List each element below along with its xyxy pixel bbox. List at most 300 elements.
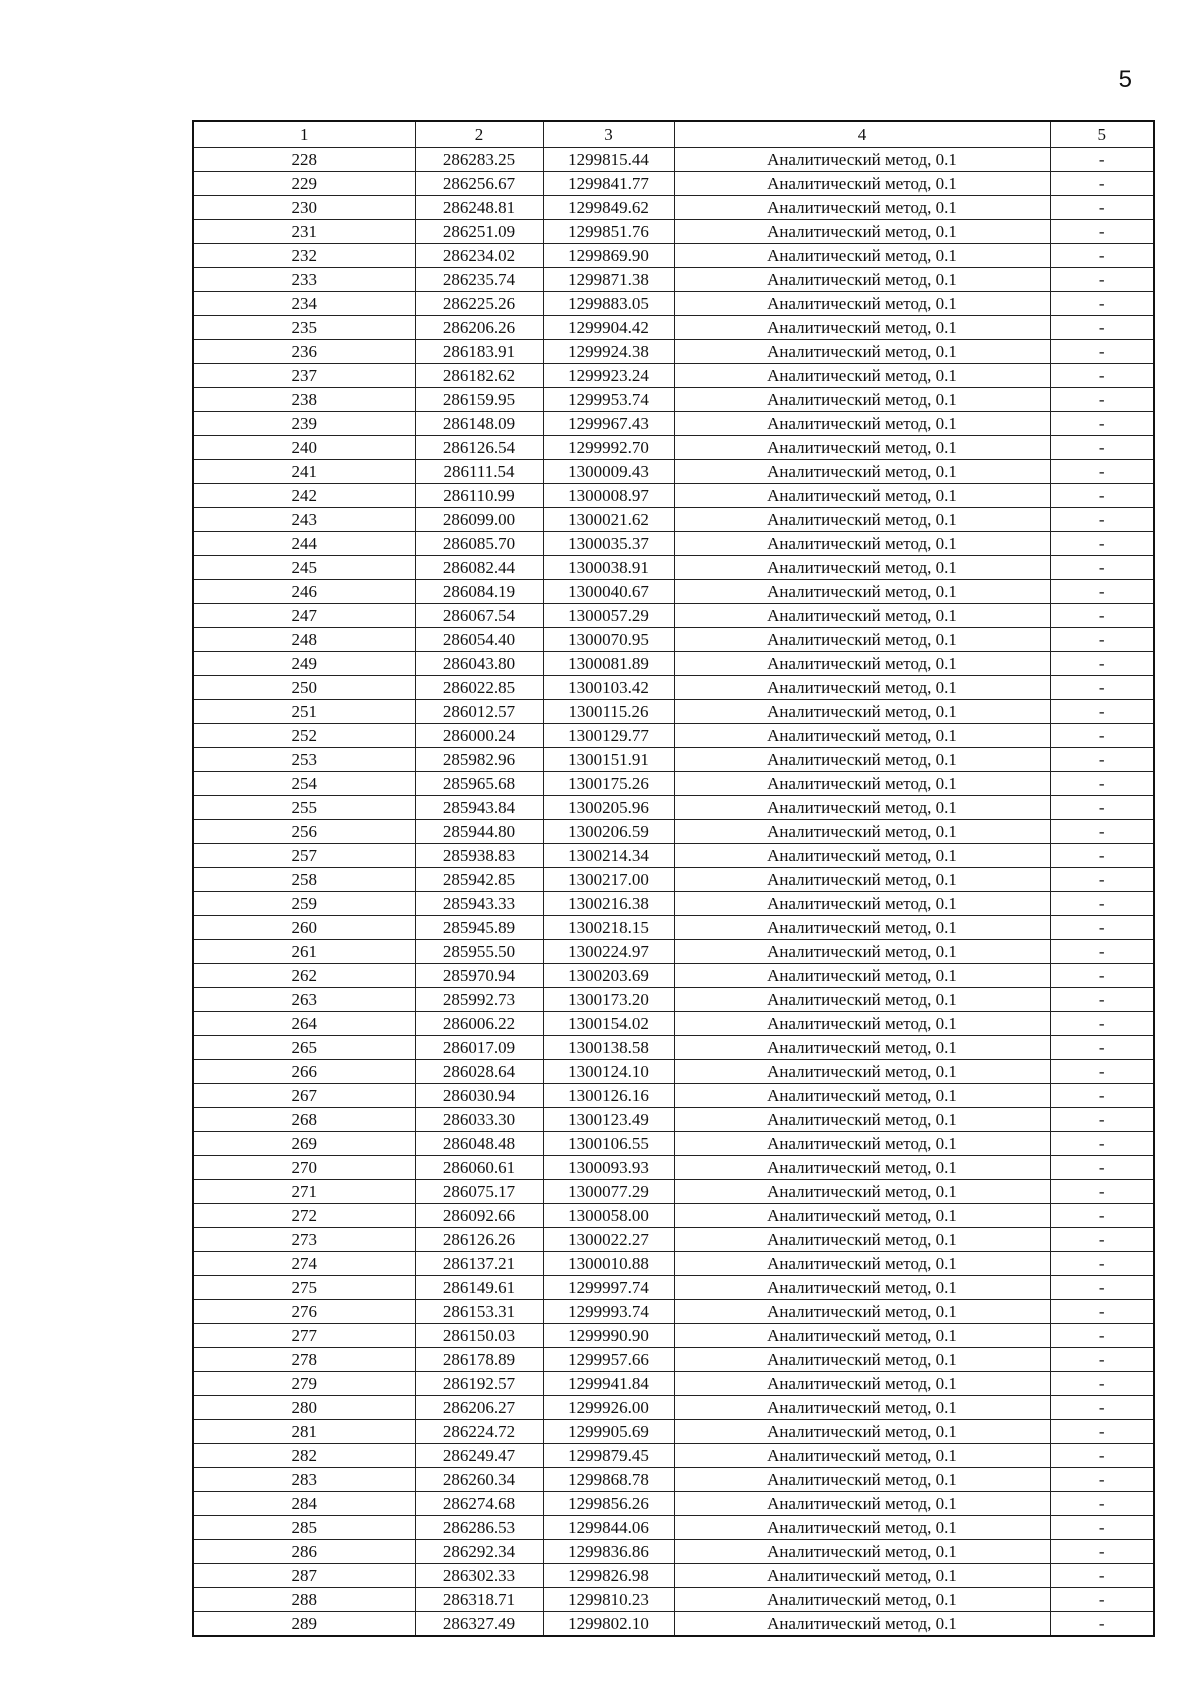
table-header-row bbox=[193, 121, 1154, 148]
x-coordinate-cell: 286192.57 bbox=[415, 1372, 543, 1396]
point-number-cell: 283 bbox=[193, 1468, 415, 1492]
table-row bbox=[193, 988, 1154, 1012]
x-coordinate-cell: 286099.00 bbox=[415, 508, 543, 532]
point-number-cell: 238 bbox=[193, 388, 415, 412]
description-cell: - bbox=[1050, 700, 1154, 724]
column-header-4: 4 bbox=[674, 121, 1050, 148]
x-coordinate-cell: 286159.95 bbox=[415, 388, 543, 412]
x-coordinate-cell: 286327.49 bbox=[415, 1612, 543, 1637]
method-accuracy-cell: Аналитический метод, 0.1 bbox=[674, 292, 1050, 316]
method-accuracy-cell: Аналитический метод, 0.1 bbox=[674, 1516, 1050, 1540]
x-coordinate-cell: 286153.31 bbox=[415, 1300, 543, 1324]
description-cell: - bbox=[1050, 1204, 1154, 1228]
description-cell: - bbox=[1050, 772, 1154, 796]
description-cell: - bbox=[1050, 988, 1154, 1012]
table-row bbox=[193, 1372, 1154, 1396]
description-cell: - bbox=[1050, 676, 1154, 700]
y-coordinate-cell: 1299841.77 bbox=[543, 172, 674, 196]
y-coordinate-cell: 1300009.43 bbox=[543, 460, 674, 484]
method-accuracy-cell: Аналитический метод, 0.1 bbox=[674, 796, 1050, 820]
description-cell: - bbox=[1050, 1468, 1154, 1492]
point-number-cell: 237 bbox=[193, 364, 415, 388]
method-accuracy-cell: Аналитический метод, 0.1 bbox=[674, 844, 1050, 868]
description-cell: - bbox=[1050, 844, 1154, 868]
description-cell: - bbox=[1050, 628, 1154, 652]
method-accuracy-cell: Аналитический метод, 0.1 bbox=[674, 556, 1050, 580]
y-coordinate-cell: 1299923.24 bbox=[543, 364, 674, 388]
table-row bbox=[193, 292, 1154, 316]
method-accuracy-cell: Аналитический метод, 0.1 bbox=[674, 940, 1050, 964]
method-accuracy-cell: Аналитический метод, 0.1 bbox=[674, 748, 1050, 772]
point-number-cell: 257 bbox=[193, 844, 415, 868]
method-accuracy-cell: Аналитический метод, 0.1 bbox=[674, 436, 1050, 460]
description-cell: - bbox=[1050, 1300, 1154, 1324]
point-number-cell: 231 bbox=[193, 220, 415, 244]
table-row bbox=[193, 1588, 1154, 1612]
description-cell: - bbox=[1050, 1516, 1154, 1540]
point-number-cell: 266 bbox=[193, 1060, 415, 1084]
description-cell: - bbox=[1050, 1132, 1154, 1156]
description-cell: - bbox=[1050, 748, 1154, 772]
table-row bbox=[193, 628, 1154, 652]
description-cell: - bbox=[1050, 460, 1154, 484]
point-number-cell: 265 bbox=[193, 1036, 415, 1060]
x-coordinate-cell: 286286.53 bbox=[415, 1516, 543, 1540]
x-coordinate-cell: 285942.85 bbox=[415, 868, 543, 892]
x-coordinate-cell: 286302.33 bbox=[415, 1564, 543, 1588]
table-row bbox=[193, 244, 1154, 268]
table-row bbox=[193, 1492, 1154, 1516]
description-cell: - bbox=[1050, 1324, 1154, 1348]
point-number-cell: 287 bbox=[193, 1564, 415, 1588]
x-coordinate-cell: 286235.74 bbox=[415, 268, 543, 292]
point-number-cell: 242 bbox=[193, 484, 415, 508]
x-coordinate-cell: 286017.09 bbox=[415, 1036, 543, 1060]
method-accuracy-cell: Аналитический метод, 0.1 bbox=[674, 1324, 1050, 1348]
x-coordinate-cell: 286033.30 bbox=[415, 1108, 543, 1132]
method-accuracy-cell: Аналитический метод, 0.1 bbox=[674, 1612, 1050, 1637]
x-coordinate-cell: 286234.02 bbox=[415, 244, 543, 268]
x-coordinate-cell: 285943.84 bbox=[415, 796, 543, 820]
description-cell: - bbox=[1050, 244, 1154, 268]
method-accuracy-cell: Аналитический метод, 0.1 bbox=[674, 652, 1050, 676]
y-coordinate-cell: 1300070.95 bbox=[543, 628, 674, 652]
table-row bbox=[193, 964, 1154, 988]
description-cell: - bbox=[1050, 1060, 1154, 1084]
x-coordinate-cell: 285938.83 bbox=[415, 844, 543, 868]
description-cell: - bbox=[1050, 1036, 1154, 1060]
method-accuracy-cell: Аналитический метод, 0.1 bbox=[674, 1492, 1050, 1516]
x-coordinate-cell: 286251.09 bbox=[415, 220, 543, 244]
y-coordinate-cell: 1299924.38 bbox=[543, 340, 674, 364]
method-accuracy-cell: Аналитический метод, 0.1 bbox=[674, 1540, 1050, 1564]
x-coordinate-cell: 286067.54 bbox=[415, 604, 543, 628]
table-row bbox=[193, 820, 1154, 844]
method-accuracy-cell: Аналитический метод, 0.1 bbox=[674, 1300, 1050, 1324]
x-coordinate-cell: 286082.44 bbox=[415, 556, 543, 580]
table-row bbox=[193, 436, 1154, 460]
method-accuracy-cell: Аналитический метод, 0.1 bbox=[674, 1252, 1050, 1276]
y-coordinate-cell: 1300124.10 bbox=[543, 1060, 674, 1084]
y-coordinate-cell: 1299844.06 bbox=[543, 1516, 674, 1540]
method-accuracy-cell: Аналитический метод, 0.1 bbox=[674, 220, 1050, 244]
method-accuracy-cell: Аналитический метод, 0.1 bbox=[674, 1564, 1050, 1588]
x-coordinate-cell: 286054.40 bbox=[415, 628, 543, 652]
point-number-cell: 253 bbox=[193, 748, 415, 772]
table-row bbox=[193, 892, 1154, 916]
y-coordinate-cell: 1300138.58 bbox=[543, 1036, 674, 1060]
column-header-5: 5 bbox=[1050, 121, 1154, 148]
y-coordinate-cell: 1299957.66 bbox=[543, 1348, 674, 1372]
y-coordinate-cell: 1299904.42 bbox=[543, 316, 674, 340]
y-coordinate-cell: 1300077.29 bbox=[543, 1180, 674, 1204]
x-coordinate-cell: 286092.66 bbox=[415, 1204, 543, 1228]
y-coordinate-cell: 1300173.20 bbox=[543, 988, 674, 1012]
y-coordinate-cell: 1299883.05 bbox=[543, 292, 674, 316]
description-cell: - bbox=[1050, 940, 1154, 964]
method-accuracy-cell: Аналитический метод, 0.1 bbox=[674, 676, 1050, 700]
point-number-cell: 288 bbox=[193, 1588, 415, 1612]
y-coordinate-cell: 1299871.38 bbox=[543, 268, 674, 292]
point-number-cell: 251 bbox=[193, 700, 415, 724]
y-coordinate-cell: 1299851.76 bbox=[543, 220, 674, 244]
table-row bbox=[193, 1612, 1154, 1637]
table-row bbox=[193, 1420, 1154, 1444]
table-row bbox=[193, 532, 1154, 556]
table-row bbox=[193, 1084, 1154, 1108]
y-coordinate-cell: 1299992.70 bbox=[543, 436, 674, 460]
method-accuracy-cell: Аналитический метод, 0.1 bbox=[674, 1036, 1050, 1060]
y-coordinate-cell: 1300214.34 bbox=[543, 844, 674, 868]
x-coordinate-cell: 286249.47 bbox=[415, 1444, 543, 1468]
y-coordinate-cell: 1300218.15 bbox=[543, 916, 674, 940]
y-coordinate-cell: 1299815.44 bbox=[543, 148, 674, 172]
table-row bbox=[193, 340, 1154, 364]
table-row bbox=[193, 460, 1154, 484]
description-cell: - bbox=[1050, 1084, 1154, 1108]
point-number-cell: 269 bbox=[193, 1132, 415, 1156]
point-number-cell: 258 bbox=[193, 868, 415, 892]
point-number-cell: 246 bbox=[193, 580, 415, 604]
point-number-cell: 280 bbox=[193, 1396, 415, 1420]
description-cell: - bbox=[1050, 340, 1154, 364]
x-coordinate-cell: 286182.62 bbox=[415, 364, 543, 388]
point-number-cell: 284 bbox=[193, 1492, 415, 1516]
y-coordinate-cell: 1299869.90 bbox=[543, 244, 674, 268]
point-number-cell: 268 bbox=[193, 1108, 415, 1132]
point-number-cell: 256 bbox=[193, 820, 415, 844]
y-coordinate-cell: 1300203.69 bbox=[543, 964, 674, 988]
description-cell: - bbox=[1050, 532, 1154, 556]
table-row bbox=[193, 196, 1154, 220]
x-coordinate-cell: 286225.26 bbox=[415, 292, 543, 316]
column-header-1: 1 bbox=[193, 121, 415, 148]
y-coordinate-cell: 1299941.84 bbox=[543, 1372, 674, 1396]
description-cell: - bbox=[1050, 1492, 1154, 1516]
y-coordinate-cell: 1300010.88 bbox=[543, 1252, 674, 1276]
table-row bbox=[193, 1180, 1154, 1204]
method-accuracy-cell: Аналитический метод, 0.1 bbox=[674, 772, 1050, 796]
table-row bbox=[193, 1444, 1154, 1468]
page-number: 5 bbox=[1118, 66, 1132, 93]
table-row bbox=[193, 1252, 1154, 1276]
method-accuracy-cell: Аналитический метод, 0.1 bbox=[674, 388, 1050, 412]
y-coordinate-cell: 1300129.77 bbox=[543, 724, 674, 748]
method-accuracy-cell: Аналитический метод, 0.1 bbox=[674, 1132, 1050, 1156]
point-number-cell: 233 bbox=[193, 268, 415, 292]
description-cell: - bbox=[1050, 220, 1154, 244]
x-coordinate-cell: 286030.94 bbox=[415, 1084, 543, 1108]
y-coordinate-cell: 1299879.45 bbox=[543, 1444, 674, 1468]
method-accuracy-cell: Аналитический метод, 0.1 bbox=[674, 1372, 1050, 1396]
method-accuracy-cell: Аналитический метод, 0.1 bbox=[674, 460, 1050, 484]
point-number-cell: 234 bbox=[193, 292, 415, 316]
method-accuracy-cell: Аналитический метод, 0.1 bbox=[674, 532, 1050, 556]
point-number-cell: 229 bbox=[193, 172, 415, 196]
table-row bbox=[193, 916, 1154, 940]
method-accuracy-cell: Аналитический метод, 0.1 bbox=[674, 1276, 1050, 1300]
x-coordinate-cell: 286022.85 bbox=[415, 676, 543, 700]
method-accuracy-cell: Аналитический метод, 0.1 bbox=[674, 1060, 1050, 1084]
table-row bbox=[193, 220, 1154, 244]
description-cell: - bbox=[1050, 172, 1154, 196]
table-row bbox=[193, 1348, 1154, 1372]
x-coordinate-cell: 286292.34 bbox=[415, 1540, 543, 1564]
method-accuracy-cell: Аналитический метод, 0.1 bbox=[674, 916, 1050, 940]
x-coordinate-cell: 286248.81 bbox=[415, 196, 543, 220]
method-accuracy-cell: Аналитический метод, 0.1 bbox=[674, 1204, 1050, 1228]
x-coordinate-cell: 285965.68 bbox=[415, 772, 543, 796]
method-accuracy-cell: Аналитический метод, 0.1 bbox=[674, 1180, 1050, 1204]
point-number-cell: 232 bbox=[193, 244, 415, 268]
point-number-cell: 245 bbox=[193, 556, 415, 580]
description-cell: - bbox=[1050, 1108, 1154, 1132]
x-coordinate-cell: 286260.34 bbox=[415, 1468, 543, 1492]
point-number-cell: 276 bbox=[193, 1300, 415, 1324]
description-cell: - bbox=[1050, 316, 1154, 340]
table-row bbox=[193, 700, 1154, 724]
point-number-cell: 274 bbox=[193, 1252, 415, 1276]
table-row bbox=[193, 1396, 1154, 1420]
point-number-cell: 250 bbox=[193, 676, 415, 700]
description-cell: - bbox=[1050, 604, 1154, 628]
table-row bbox=[193, 412, 1154, 436]
description-cell: - bbox=[1050, 1276, 1154, 1300]
table-row bbox=[193, 1204, 1154, 1228]
y-coordinate-cell: 1300058.00 bbox=[543, 1204, 674, 1228]
point-number-cell: 281 bbox=[193, 1420, 415, 1444]
y-coordinate-cell: 1300035.37 bbox=[543, 532, 674, 556]
table-row bbox=[193, 1324, 1154, 1348]
point-number-cell: 285 bbox=[193, 1516, 415, 1540]
point-number-cell: 252 bbox=[193, 724, 415, 748]
x-coordinate-cell: 286084.19 bbox=[415, 580, 543, 604]
y-coordinate-cell: 1299868.78 bbox=[543, 1468, 674, 1492]
description-cell: - bbox=[1050, 1444, 1154, 1468]
x-coordinate-cell: 286206.27 bbox=[415, 1396, 543, 1420]
y-coordinate-cell: 1300115.26 bbox=[543, 700, 674, 724]
point-number-cell: 262 bbox=[193, 964, 415, 988]
method-accuracy-cell: Аналитический метод, 0.1 bbox=[674, 268, 1050, 292]
description-cell: - bbox=[1050, 1012, 1154, 1036]
table-row bbox=[193, 724, 1154, 748]
y-coordinate-cell: 1300217.00 bbox=[543, 868, 674, 892]
point-number-cell: 228 bbox=[193, 148, 415, 172]
x-coordinate-cell: 285943.33 bbox=[415, 892, 543, 916]
x-coordinate-cell: 286110.99 bbox=[415, 484, 543, 508]
description-cell: - bbox=[1050, 1396, 1154, 1420]
y-coordinate-cell: 1299849.62 bbox=[543, 196, 674, 220]
point-number-cell: 289 bbox=[193, 1612, 415, 1637]
method-accuracy-cell: Аналитический метод, 0.1 bbox=[674, 1348, 1050, 1372]
method-accuracy-cell: Аналитический метод, 0.1 bbox=[674, 148, 1050, 172]
description-cell: - bbox=[1050, 892, 1154, 916]
y-coordinate-cell: 1300008.97 bbox=[543, 484, 674, 508]
y-coordinate-cell: 1299997.74 bbox=[543, 1276, 674, 1300]
point-number-cell: 270 bbox=[193, 1156, 415, 1180]
y-coordinate-cell: 1299802.10 bbox=[543, 1612, 674, 1637]
description-cell: - bbox=[1050, 1564, 1154, 1588]
description-cell: - bbox=[1050, 580, 1154, 604]
method-accuracy-cell: Аналитический метод, 0.1 bbox=[674, 508, 1050, 532]
description-cell: - bbox=[1050, 1420, 1154, 1444]
description-cell: - bbox=[1050, 556, 1154, 580]
y-coordinate-cell: 1300123.49 bbox=[543, 1108, 674, 1132]
description-cell: - bbox=[1050, 268, 1154, 292]
y-coordinate-cell: 1300038.91 bbox=[543, 556, 674, 580]
method-accuracy-cell: Аналитический метод, 0.1 bbox=[674, 868, 1050, 892]
table-row bbox=[193, 1300, 1154, 1324]
y-coordinate-cell: 1299905.69 bbox=[543, 1420, 674, 1444]
description-cell: - bbox=[1050, 820, 1154, 844]
table-row bbox=[193, 556, 1154, 580]
x-coordinate-cell: 286048.48 bbox=[415, 1132, 543, 1156]
point-number-cell: 263 bbox=[193, 988, 415, 1012]
point-number-cell: 254 bbox=[193, 772, 415, 796]
table-row bbox=[193, 1516, 1154, 1540]
x-coordinate-cell: 286111.54 bbox=[415, 460, 543, 484]
point-number-cell: 255 bbox=[193, 796, 415, 820]
y-coordinate-cell: 1300175.26 bbox=[543, 772, 674, 796]
table-row bbox=[193, 1540, 1154, 1564]
table-row bbox=[193, 508, 1154, 532]
y-coordinate-cell: 1300224.97 bbox=[543, 940, 674, 964]
description-cell: - bbox=[1050, 796, 1154, 820]
point-number-cell: 260 bbox=[193, 916, 415, 940]
table-row bbox=[193, 388, 1154, 412]
y-coordinate-cell: 1299993.74 bbox=[543, 1300, 674, 1324]
y-coordinate-cell: 1299990.90 bbox=[543, 1324, 674, 1348]
method-accuracy-cell: Аналитический метод, 0.1 bbox=[674, 364, 1050, 388]
description-cell: - bbox=[1050, 388, 1154, 412]
description-cell: - bbox=[1050, 1612, 1154, 1637]
point-number-cell: 249 bbox=[193, 652, 415, 676]
x-coordinate-cell: 286126.54 bbox=[415, 436, 543, 460]
description-cell: - bbox=[1050, 964, 1154, 988]
table-row bbox=[193, 1132, 1154, 1156]
method-accuracy-cell: Аналитический метод, 0.1 bbox=[674, 724, 1050, 748]
x-coordinate-cell: 286137.21 bbox=[415, 1252, 543, 1276]
y-coordinate-cell: 1300093.93 bbox=[543, 1156, 674, 1180]
description-cell: - bbox=[1050, 916, 1154, 940]
x-coordinate-cell: 285970.94 bbox=[415, 964, 543, 988]
table-row bbox=[193, 676, 1154, 700]
point-number-cell: 279 bbox=[193, 1372, 415, 1396]
table-row bbox=[193, 1156, 1154, 1180]
table-row bbox=[193, 796, 1154, 820]
y-coordinate-cell: 1300022.27 bbox=[543, 1228, 674, 1252]
y-coordinate-cell: 1300151.91 bbox=[543, 748, 674, 772]
x-coordinate-cell: 285992.73 bbox=[415, 988, 543, 1012]
method-accuracy-cell: Аналитический метод, 0.1 bbox=[674, 1588, 1050, 1612]
y-coordinate-cell: 1300106.55 bbox=[543, 1132, 674, 1156]
point-number-cell: 240 bbox=[193, 436, 415, 460]
table-body bbox=[193, 148, 1154, 1637]
point-number-cell: 243 bbox=[193, 508, 415, 532]
method-accuracy-cell: Аналитический метод, 0.1 bbox=[674, 1012, 1050, 1036]
description-cell: - bbox=[1050, 724, 1154, 748]
description-cell: - bbox=[1050, 508, 1154, 532]
method-accuracy-cell: Аналитический метод, 0.1 bbox=[674, 244, 1050, 268]
method-accuracy-cell: Аналитический метод, 0.1 bbox=[674, 628, 1050, 652]
y-coordinate-cell: 1300154.02 bbox=[543, 1012, 674, 1036]
x-coordinate-cell: 286126.26 bbox=[415, 1228, 543, 1252]
point-number-cell: 236 bbox=[193, 340, 415, 364]
x-coordinate-cell: 286060.61 bbox=[415, 1156, 543, 1180]
x-coordinate-cell: 285955.50 bbox=[415, 940, 543, 964]
table-row bbox=[193, 580, 1154, 604]
table-row bbox=[193, 748, 1154, 772]
table-row bbox=[193, 1564, 1154, 1588]
column-header-3: 3 bbox=[543, 121, 674, 148]
method-accuracy-cell: Аналитический метод, 0.1 bbox=[674, 1420, 1050, 1444]
point-number-cell: 261 bbox=[193, 940, 415, 964]
method-accuracy-cell: Аналитический метод, 0.1 bbox=[674, 700, 1050, 724]
x-coordinate-cell: 286178.89 bbox=[415, 1348, 543, 1372]
y-coordinate-cell: 1300103.42 bbox=[543, 676, 674, 700]
method-accuracy-cell: Аналитический метод, 0.1 bbox=[674, 1444, 1050, 1468]
x-coordinate-cell: 285944.80 bbox=[415, 820, 543, 844]
description-cell: - bbox=[1050, 1588, 1154, 1612]
point-number-cell: 235 bbox=[193, 316, 415, 340]
table-row bbox=[193, 1468, 1154, 1492]
x-coordinate-cell: 286318.71 bbox=[415, 1588, 543, 1612]
x-coordinate-cell: 286028.64 bbox=[415, 1060, 543, 1084]
description-cell: - bbox=[1050, 652, 1154, 676]
table-row bbox=[193, 1108, 1154, 1132]
table-row bbox=[193, 268, 1154, 292]
method-accuracy-cell: Аналитический метод, 0.1 bbox=[674, 340, 1050, 364]
description-cell: - bbox=[1050, 484, 1154, 508]
method-accuracy-cell: Аналитический метод, 0.1 bbox=[674, 1084, 1050, 1108]
point-number-cell: 278 bbox=[193, 1348, 415, 1372]
x-coordinate-cell: 286150.03 bbox=[415, 1324, 543, 1348]
x-coordinate-cell: 286224.72 bbox=[415, 1420, 543, 1444]
point-number-cell: 248 bbox=[193, 628, 415, 652]
point-number-cell: 244 bbox=[193, 532, 415, 556]
description-cell: - bbox=[1050, 1180, 1154, 1204]
x-coordinate-cell: 286183.91 bbox=[415, 340, 543, 364]
point-number-cell: 286 bbox=[193, 1540, 415, 1564]
x-coordinate-cell: 286206.26 bbox=[415, 316, 543, 340]
y-coordinate-cell: 1300205.96 bbox=[543, 796, 674, 820]
method-accuracy-cell: Аналитический метод, 0.1 bbox=[674, 1108, 1050, 1132]
method-accuracy-cell: Аналитический метод, 0.1 bbox=[674, 172, 1050, 196]
y-coordinate-cell: 1299953.74 bbox=[543, 388, 674, 412]
method-accuracy-cell: Аналитический метод, 0.1 bbox=[674, 820, 1050, 844]
y-coordinate-cell: 1300081.89 bbox=[543, 652, 674, 676]
table-row bbox=[193, 1228, 1154, 1252]
